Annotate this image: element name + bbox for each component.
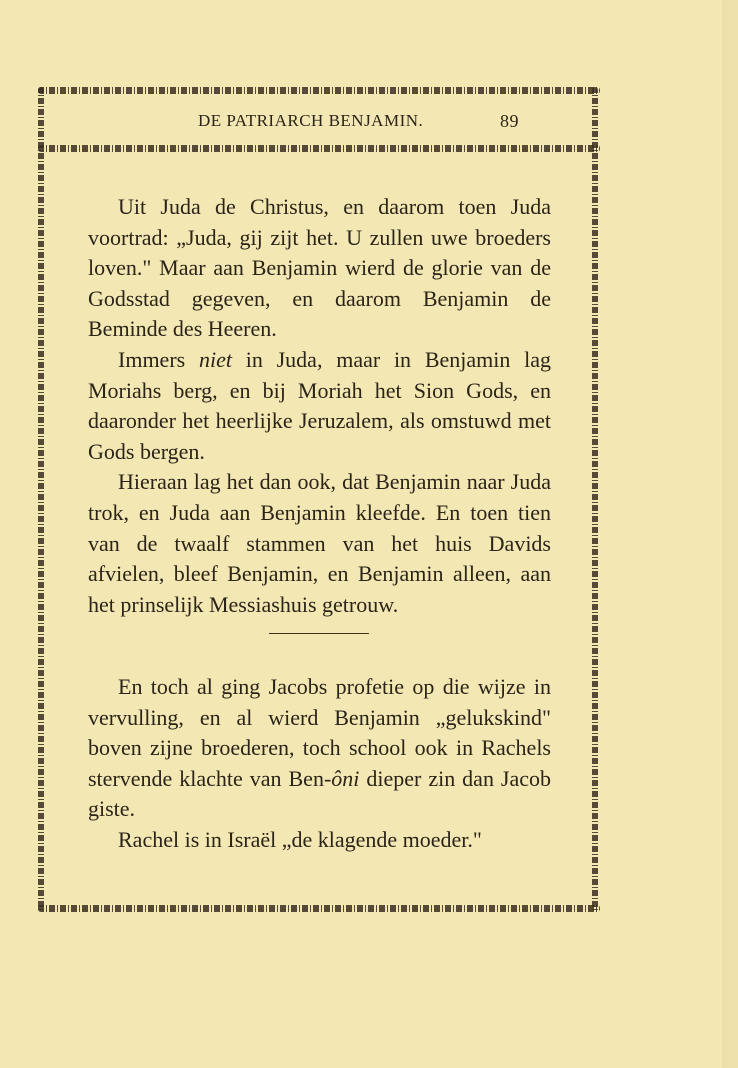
body-text-section-2 — [88, 672, 551, 856]
body-text-section-1 — [88, 192, 551, 620]
right-border-ornament — [592, 87, 598, 912]
top-border-ornament — [38, 87, 600, 94]
section-divider — [269, 633, 369, 634]
page-header — [160, 107, 560, 137]
running-head: DE PATRIARCH BENJAMIN. — [198, 111, 424, 130]
text-run: En toch al ging Jacobs profetie op die wijze in vervulling, en al wierd Benjamin „gelukskind" boven zijne broederen, toch school ook in Rachels stervende klachte van Ben- — [88, 674, 551, 791]
paragraph: Rachel is in Israël „de klagende moeder." — [118, 826, 482, 852]
page-number: 89 — [500, 111, 519, 131]
emphasis: ôni — [331, 765, 360, 791]
text-run: in Juda, maar in Benjamin lag Moriahs berg, en bij Moriah het Sion Gods, en daaronder het heerlijke Jeruzalem, als omstuwd met Gods bergen. — [88, 346, 551, 464]
bottom-border-ornament — [38, 905, 600, 912]
paragraph: Uit Juda de Christus, en daarom toen Juda voortrad: „Juda, gij zijt het. U zullen uwe broeders loven." Maar aan Benjamin wierd de glorie van de Godsstad gegeven, en daarom Benjamin de Beminde des Heeren. — [88, 194, 551, 342]
page-edge — [722, 0, 738, 1068]
emphasis: niet — [198, 346, 232, 372]
header-border-ornament — [38, 145, 600, 152]
text-run: Immers — [118, 346, 199, 372]
paragraph: Hieraan lag het dan ook, dat Benjamin naar Juda trok, en Juda aan Benjamin kleefde. En toen tien van de twaalf stammen van het huis Davids afvielen, bleef Benjamin, en Benjamin alleen, aan het prinselijk Messiashuis getrouw. — [88, 469, 551, 617]
paragraph — [88, 345, 551, 467]
left-border-ornament — [38, 87, 44, 912]
paragraph — [88, 672, 551, 825]
text-run: dieper zin dan Jacob giste. — [88, 765, 552, 822]
